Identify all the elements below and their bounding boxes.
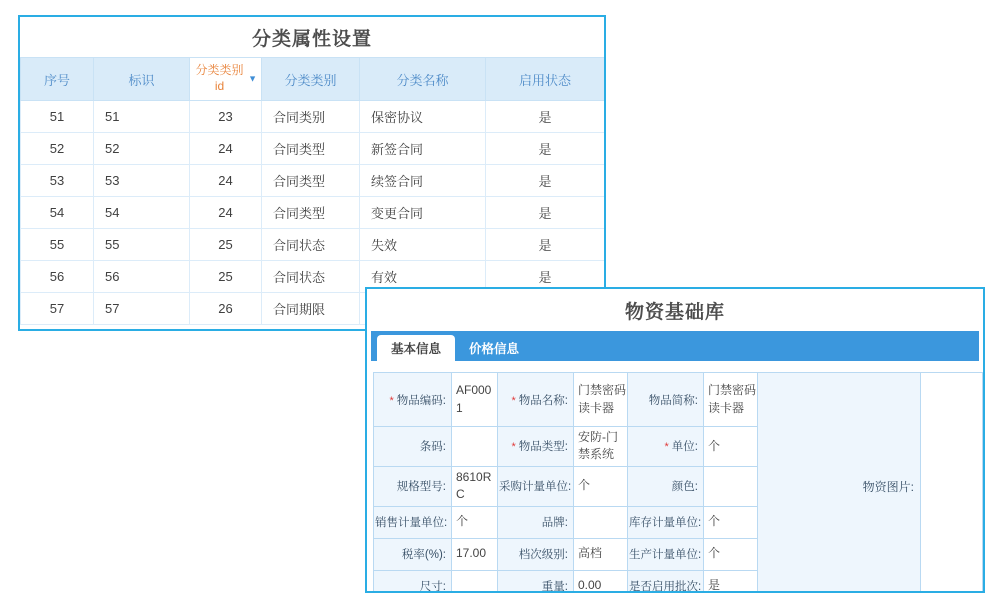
table-cell: 合同类型 <box>262 197 360 229</box>
column-header-label: 分类类别id <box>195 63 244 93</box>
table-cell: 57 <box>21 293 94 325</box>
form-field-label: 库存计量单位: <box>628 506 704 538</box>
column-header-label: 标识 <box>128 72 155 88</box>
table-cell: 合同期限 <box>262 293 360 325</box>
table-row[interactable] <box>21 229 605 261</box>
form-field-label: * 单位: <box>628 427 704 467</box>
table-cell: 是 <box>486 133 605 165</box>
form-field-label: 规格型号: <box>374 466 452 506</box>
form-field-label: * 物品编码: <box>374 373 452 427</box>
table-cell: 合同类型 <box>262 133 360 165</box>
form-field-value: AF0001 <box>452 373 498 427</box>
form-field-value <box>574 506 628 538</box>
table-cell: 54 <box>21 197 94 229</box>
required-mark-icon: * <box>511 441 516 454</box>
form-field-value: 8610RC <box>452 466 498 506</box>
column-header-label: 分类类别 <box>284 72 337 88</box>
column-header-label: 启用状态 <box>518 72 571 88</box>
column-status[interactable] <box>486 58 605 101</box>
form-field-label: 销售计量单位: <box>374 506 452 538</box>
table-row[interactable] <box>21 197 605 229</box>
table-cell: 54 <box>94 197 190 229</box>
table-cell: 57 <box>94 293 190 325</box>
tab-bar <box>371 331 979 361</box>
table-cell: 变更合同 <box>360 197 486 229</box>
table-cell: 失效 <box>360 229 486 261</box>
table-row[interactable] <box>21 165 605 197</box>
form-field-value: 个 <box>704 506 758 538</box>
table-cell: 25 <box>190 261 262 293</box>
form-field-value: 个 <box>704 538 758 570</box>
table-cell: 52 <box>21 133 94 165</box>
form-field-value: 门禁密码读卡器 <box>574 373 628 427</box>
table-cell: 是 <box>486 261 605 293</box>
category-attribute-window <box>18 15 606 331</box>
form-field-label: 尺寸: <box>374 570 452 593</box>
form-field-value: 个 <box>574 466 628 506</box>
table-cell: 24 <box>190 133 262 165</box>
table-cell: 55 <box>21 229 94 261</box>
required-mark-icon: * <box>511 394 516 407</box>
table-cell: 53 <box>21 165 94 197</box>
table-header-row <box>21 58 605 101</box>
material-basic-info-form <box>373 372 983 593</box>
form-row <box>374 373 983 427</box>
form-field-label: 条码: <box>374 427 452 467</box>
table-row[interactable] <box>21 133 605 165</box>
form-field-value: 个 <box>452 506 498 538</box>
form-field-label: 是否启用批次: <box>628 570 704 593</box>
form-field-value <box>452 427 498 467</box>
table-cell: 是 <box>486 197 605 229</box>
table-cell: 合同类别 <box>262 101 360 133</box>
table-cell: 新签合同 <box>360 133 486 165</box>
table-cell: 是 <box>486 101 605 133</box>
material-picture-label: 物资图片: <box>758 373 921 594</box>
table-cell: 合同状态 <box>262 229 360 261</box>
table-cell: 合同状态 <box>262 261 360 293</box>
column-header-label: 序号 <box>43 72 70 88</box>
column-identifier[interactable] <box>94 58 190 101</box>
table-row[interactable] <box>21 101 605 133</box>
window1-title: 分类属性设置 <box>251 28 372 50</box>
form-field-value: 0.00 <box>574 570 628 593</box>
table-cell: 52 <box>94 133 190 165</box>
sort-arrow-icon[interactable]: ▼ <box>248 73 257 84</box>
table-cell: 56 <box>94 261 190 293</box>
form-field-value: 高档 <box>574 538 628 570</box>
table-cell: 24 <box>190 197 262 229</box>
form-field-label: 采购计量单位: <box>498 466 574 506</box>
form-field-label: 品牌: <box>498 506 574 538</box>
form-field-label: 重量: <box>498 570 574 593</box>
form-field-value <box>452 570 498 593</box>
table-cell: 是 <box>486 165 605 197</box>
window2-title: 物资基础库 <box>624 301 725 323</box>
table-cell: 续签合同 <box>360 165 486 197</box>
column-seq[interactable] <box>21 58 94 101</box>
form-field-value <box>704 466 758 506</box>
form-field-label: 档次级别: <box>498 538 574 570</box>
form-field-label: 生产计量单位: <box>628 538 704 570</box>
table-cell: 是 <box>486 229 605 261</box>
table-cell: 26 <box>190 293 262 325</box>
form-field-label: 物品简称: <box>628 373 704 427</box>
form-field-value: 是 <box>704 570 758 593</box>
form-field-label: 颜色: <box>628 466 704 506</box>
form-field-value: 安防-门禁系统 <box>574 427 628 467</box>
table-cell: 保密协议 <box>360 101 486 133</box>
table-cell: 51 <box>94 101 190 133</box>
form-field-value: 个 <box>704 427 758 467</box>
required-mark-icon: * <box>389 394 394 407</box>
form-field-label: 税率(%): <box>374 538 452 570</box>
table-cell: 55 <box>94 229 190 261</box>
table-cell: 51 <box>21 101 94 133</box>
table-cell: 24 <box>190 165 262 197</box>
required-mark-icon: * <box>664 441 669 454</box>
table-cell: 合同类型 <box>262 165 360 197</box>
tab-basic-info[interactable]: 基本信息 <box>377 335 455 361</box>
column-header-label: 分类名称 <box>396 72 449 88</box>
form-field-label: * 物品名称: <box>498 373 574 427</box>
column-category[interactable] <box>262 58 360 101</box>
tab-price-info[interactable]: 价格信息 <box>469 342 520 356</box>
table-cell: 56 <box>21 261 94 293</box>
category-attribute-table <box>20 57 605 325</box>
material-picture-cell <box>921 373 983 594</box>
form-field-value: 17.00 <box>452 538 498 570</box>
material-library-window <box>365 287 985 593</box>
form-field-value: 门禁密码读卡器 <box>704 373 758 427</box>
column-category-name[interactable] <box>360 58 486 101</box>
table-cell: 25 <box>190 229 262 261</box>
form-field-label: * 物品类型: <box>498 427 574 467</box>
column-category-id[interactable] <box>190 58 262 101</box>
table-cell: 53 <box>94 165 190 197</box>
table-cell: 23 <box>190 101 262 133</box>
table-cell: 有效 <box>360 261 486 293</box>
